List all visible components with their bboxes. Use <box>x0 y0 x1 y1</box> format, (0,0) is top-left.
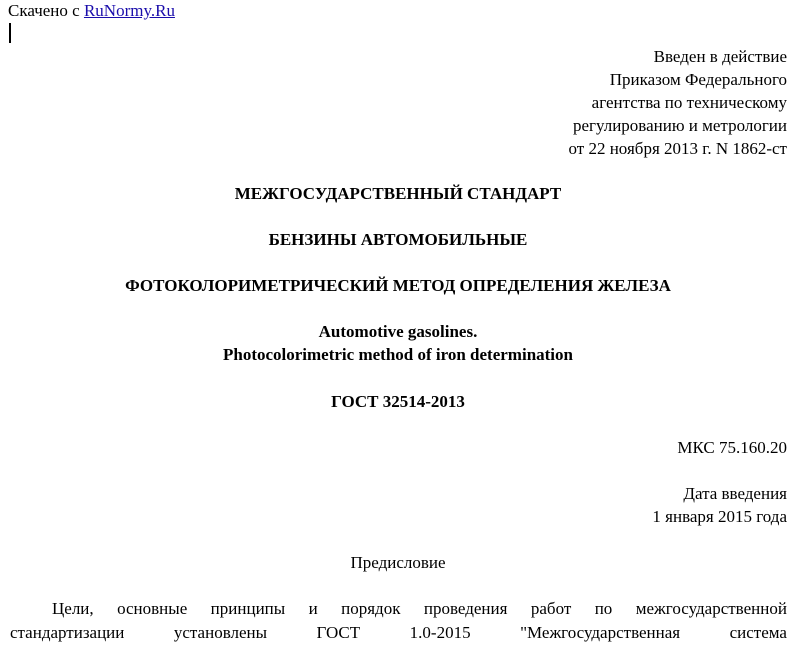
gost-number: ГОСТ 32514-2013 <box>331 392 465 411</box>
english-title-line-2: Photocolorimetric method of iron determination <box>222 345 573 364</box>
introduction-date-block <box>652 482 787 528</box>
enactment-line: Приказом Федерального <box>609 70 787 89</box>
word: Цели, <box>52 599 94 618</box>
word: по <box>594 599 613 618</box>
introduction-date-value: 1 января 2015 года <box>652 507 787 526</box>
enactment-line: от 22 ноября 2013 г. N 1862-ст <box>568 139 787 158</box>
word: основные <box>117 599 188 618</box>
word: и <box>308 599 318 618</box>
document-subtitle: ФОТОКОЛОРИМЕТРИЧЕСКИЙ МЕТОД ОПРЕДЕЛЕНИЯ ЖЕЛЕЗА <box>125 276 671 295</box>
enactment-block <box>569 45 788 160</box>
word: стандартизации <box>10 623 125 642</box>
standard-heading: МЕЖГОСУДАРСТВЕННЫЙ СТАНДАРТ <box>234 184 562 203</box>
word: проведения <box>423 599 508 618</box>
word: "Межгосударственная <box>520 623 681 642</box>
word: порядок <box>341 599 401 618</box>
english-title-line-1: Automotive gasolines. <box>318 322 478 341</box>
preface-paragraph <box>10 597 787 645</box>
text-caret <box>9 23 11 43</box>
word: принципы <box>210 599 286 618</box>
word: система <box>729 623 787 642</box>
preface-title: Предисловие <box>350 553 446 572</box>
enactment-line: Введен в действие <box>653 47 787 66</box>
word: установлены <box>173 623 268 642</box>
document-title: БЕНЗИНЫ АВТОМОБИЛЬНЫЕ <box>268 230 528 249</box>
source-line <box>8 1 175 21</box>
word: межгосударственной <box>635 599 787 618</box>
paragraph-line-1 <box>10 597 787 621</box>
word: ГОСТ <box>316 623 361 642</box>
enactment-line: агентства по техническому <box>591 93 787 112</box>
mks-code: МКС 75.160.20 <box>677 438 787 457</box>
introduction-date-label: Дата введения <box>683 484 787 503</box>
enactment-line: регулированию и метрологии <box>572 116 787 135</box>
word: работ <box>530 599 572 618</box>
source-prefix: Скачено с <box>8 1 80 20</box>
paragraph-line-2 <box>10 621 787 645</box>
source-link[interactable]: RuNormy.Ru <box>83 1 175 20</box>
word: 1.0-2015 <box>409 623 471 642</box>
